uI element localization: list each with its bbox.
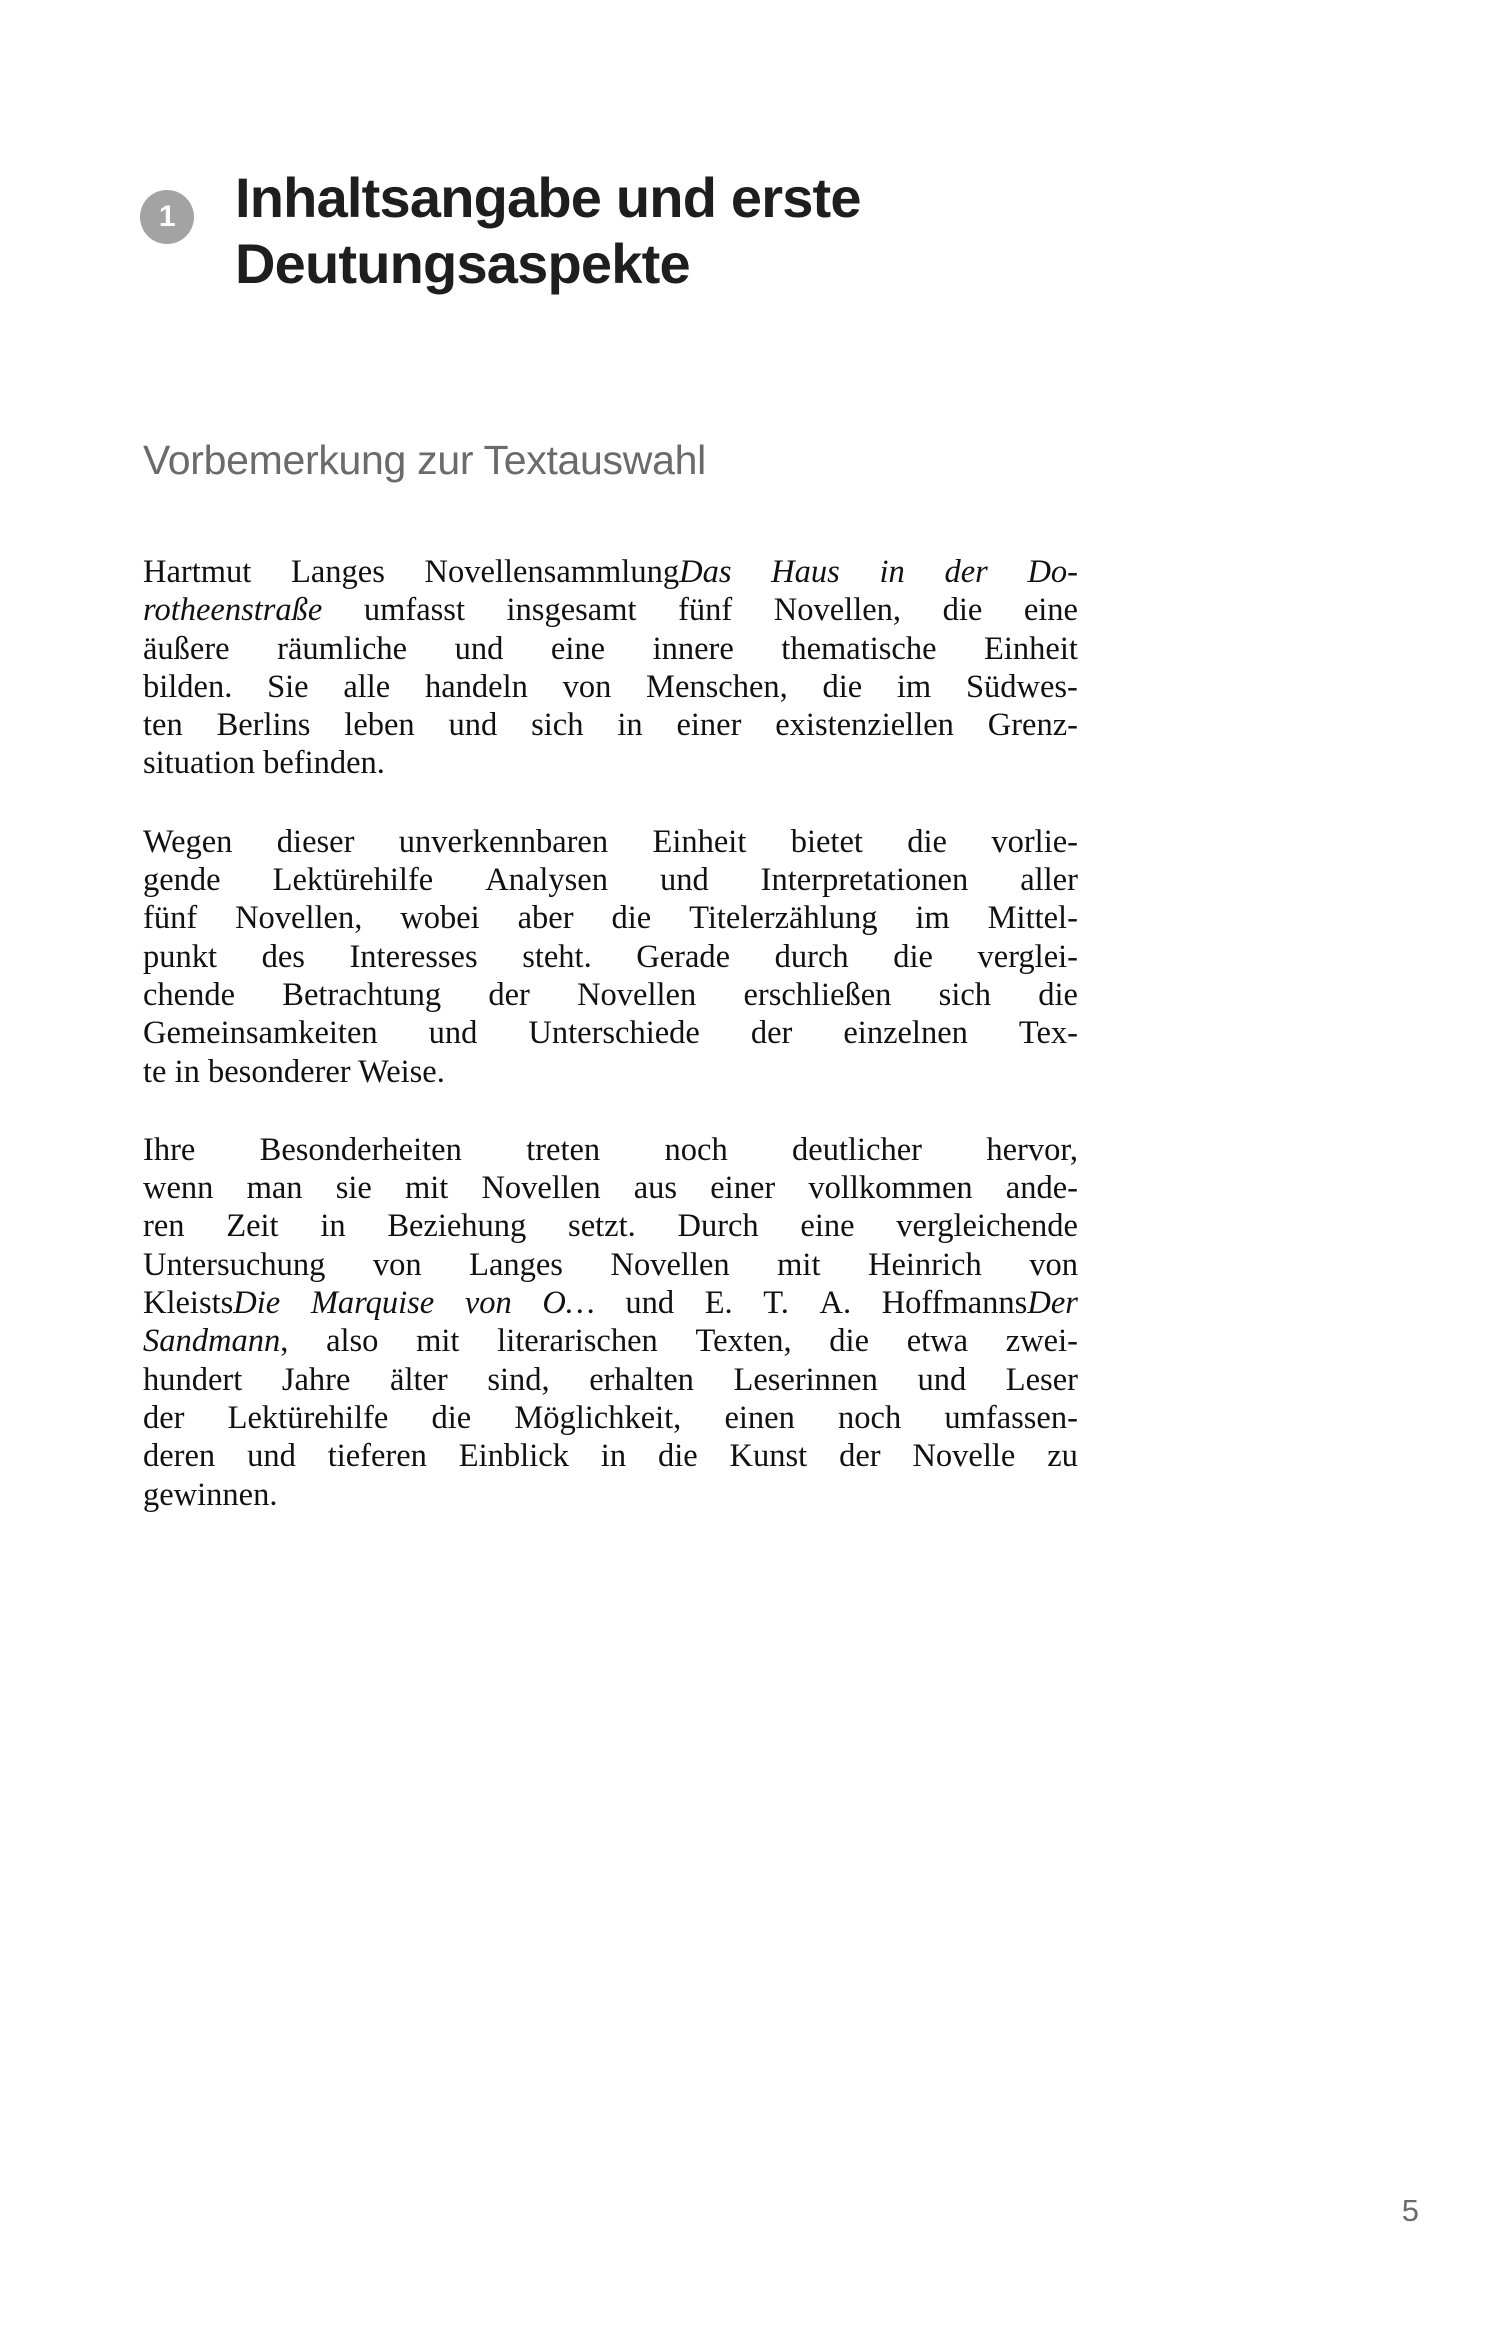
chapter-heading [140, 165, 1140, 297]
body-text [143, 553, 1078, 1514]
text-line: Untersuchung von Langes Novellen mit Heinrich von [143, 1246, 1078, 1283]
text-line: fünf Novellen, wobei aber die Titelerzählung im Mittel- [143, 900, 1078, 937]
text-line: punkt des Interesses steht. Gerade durch die verglei- [143, 938, 1078, 975]
text-line: wenn man sie mit Novellen aus einer vollkommen ande- [143, 1170, 1078, 1207]
text-line: Wegen dieser unverkennbaren Einheit bietet die vorlie- [143, 823, 1078, 860]
text-line: Ihre Besonderheiten treten noch deutlicher hervor, [143, 1131, 1078, 1168]
text-line: ten Berlins leben und sich in einer existenziellen Grenz- [143, 707, 1078, 744]
text-line: gende Lektürehilfe Analysen und Interpretationen aller [143, 862, 1078, 899]
text-line: bilden. Sie alle handeln von Menschen, die im Südwes- [143, 668, 1078, 705]
text-line: te in besonderer Weise. [143, 1053, 445, 1090]
page-title [140, 165, 955, 297]
text-line: chende Betrachtung der Novellen erschließen sich die [143, 976, 1078, 1013]
text-line: deren und tieferen Einblick in die Kunst der Novelle zu [143, 1438, 1078, 1475]
chapter-number-badge: 1 [140, 190, 194, 244]
paragraph [143, 823, 1078, 1091]
chapter-title-line-2: Deutungsaspekte [235, 232, 690, 296]
text-line: äußere räumliche und eine innere thematische Einheit [143, 630, 1078, 667]
paragraph [143, 553, 1078, 783]
page-number: 5 [1401, 2193, 1419, 2228]
text-line: KleistsDie Marquise von O… und E. T. A. HoffmannsDer [143, 1285, 1078, 1322]
text-line: gewinnen. [143, 1476, 278, 1513]
paragraph [143, 1131, 1078, 1514]
text-line: ren Zeit in Beziehung setzt. Durch eine vergleichende [143, 1208, 1078, 1245]
section-subtitle: Vorbemerkung zur Textauswahl [143, 437, 706, 483]
chapter-title-line-1: Inhaltsangabe und erste [235, 166, 861, 229]
text-line: Gemeinsamkeiten und Unterschiede der einzelnen Tex- [143, 1015, 1078, 1052]
text-line: situation befinden. [143, 745, 385, 782]
text-line: Hartmut Langes NovellensammlungDas Haus in der Do- [143, 554, 1078, 590]
text-line: hundert Jahre älter sind, erhalten Leserinnen und Leser [143, 1361, 1078, 1398]
text-line: Sandmann, also mit literarischen Texten, die etwa zwei- [143, 1323, 1078, 1360]
text-line: der Lektürehilfe die Möglichkeit, einen noch umfassen- [143, 1399, 1078, 1436]
text-line: rotheenstraße umfasst insgesamt fünf Novellen, die eine [143, 592, 1078, 629]
